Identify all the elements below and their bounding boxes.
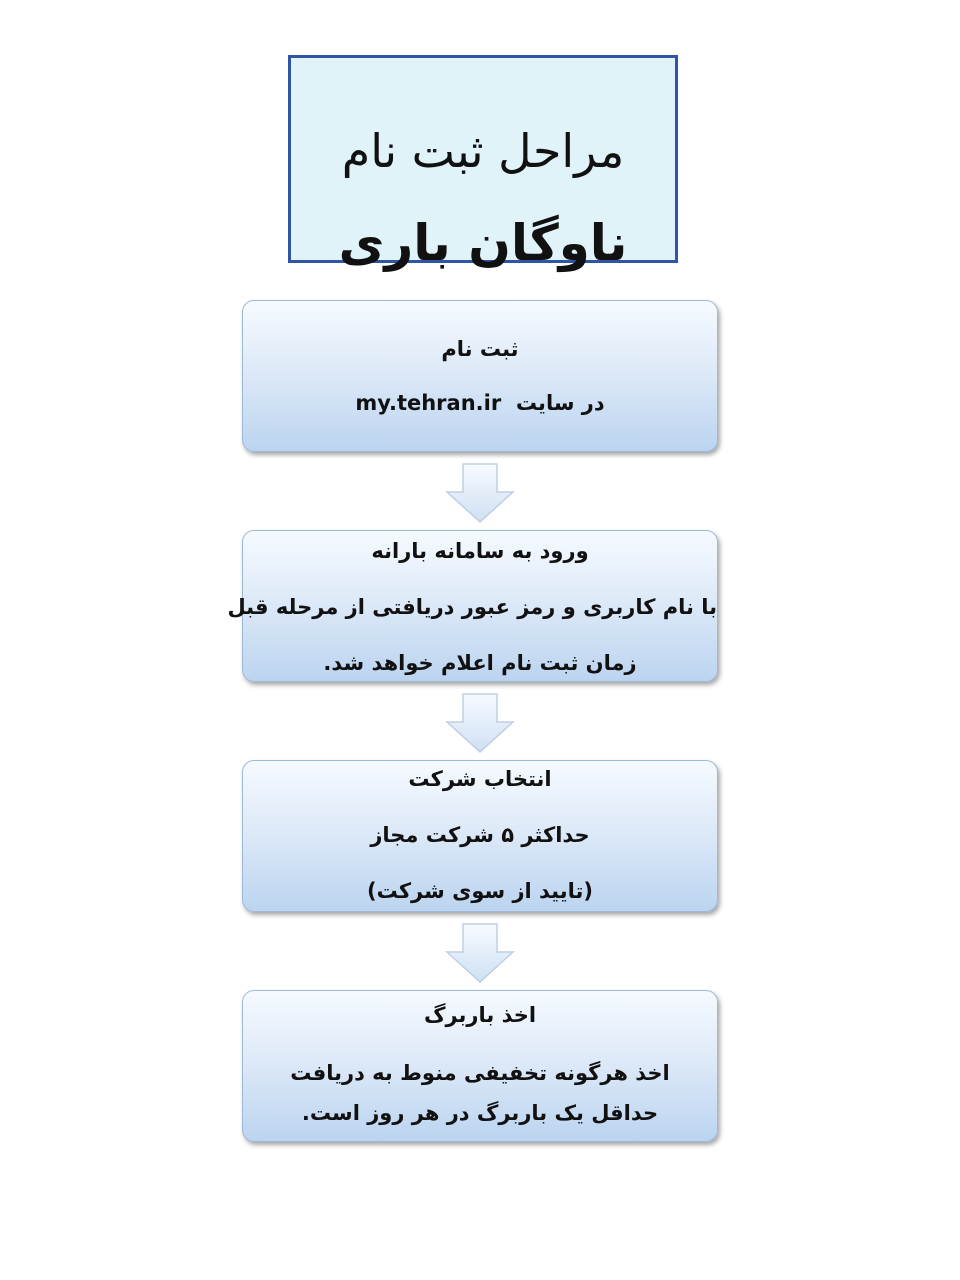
step-box-register <box>242 300 718 452</box>
down-arrow-icon <box>445 922 515 984</box>
title-line-1: مراحل ثبت نام <box>341 124 625 178</box>
step-heading: ثبت نام <box>441 337 519 361</box>
step-text: با نام کاربری و رمز عبور دریافتی از مرحله قبل <box>227 595 717 619</box>
step-text: زمان ثبت نام اعلام خواهد شد. <box>323 651 637 675</box>
step-text: در سایت <box>515 391 605 415</box>
title-box <box>288 55 678 272</box>
step-text: اخذ هرگونه تخفیفی منوط به دریافت <box>290 1061 670 1085</box>
down-arrow-icon <box>445 692 515 754</box>
step-heading: انتخاب شرکت <box>408 767 552 791</box>
step-site-line <box>243 393 717 414</box>
step-heading: ورود به سامانه بارانه <box>371 539 589 563</box>
step-text: حداکثر ۵ شرکت مجاز <box>370 823 590 847</box>
down-arrow-icon <box>445 462 515 524</box>
website-link[interactable]: my.tehran.ir <box>355 391 502 415</box>
step-box-login <box>227 530 718 682</box>
step-box-select-company <box>242 760 718 912</box>
step-box-waybill <box>242 990 718 1142</box>
title-line-2: ناوگان باری <box>338 214 628 272</box>
step-heading: اخذ باربرگ <box>423 1003 537 1027</box>
step-text: (تایید از سوی شرکت) <box>367 879 593 903</box>
step-text: حداقل یک باربرگ در هر روز است. <box>301 1101 659 1125</box>
